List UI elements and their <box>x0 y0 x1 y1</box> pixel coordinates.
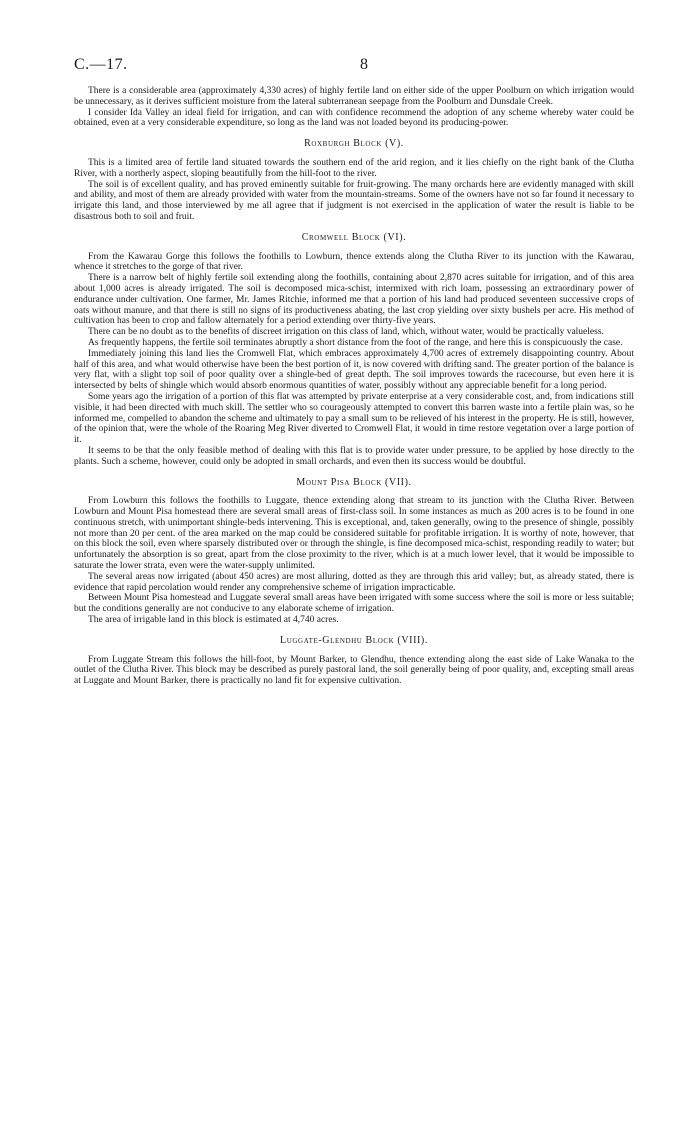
paragraph: As frequently happens, the fertile soil terminates abruptly a short distance from the foot of the range, and here this is conspicuously the case. <box>88 337 623 348</box>
paragraph: Between Mount Pisa homestead and Luggate several small areas have been irrigated with some success where the soil is more or less suitable; but the conditions generally are not conducive to any elaborate scheme of irrigation. <box>74 593 634 615</box>
paragraph: From the Kawarau Gorge this follows the foothills to Lowburn, thence extends along the Clutha River to its junction with the Kawarau, whence it stretches to the gorge of that river. <box>74 251 634 273</box>
paragraph: I consider Ida Valley an ideal field for irrigation, and can with confidence recommend the adoption of any scheme whereby water could be obtained, even at a very considerable expenditure, so long as the land was not loaded beyond its producing-power. <box>74 107 634 129</box>
section-heading-roxburgh: Roxburgh Block (V). <box>304 138 404 150</box>
page-header <box>74 56 626 76</box>
section-heading-luggate-glendhu: Luggate-Glendhu Block (VIII). <box>280 634 428 646</box>
paragraph: There can be no doubt as to the benefits of discreet irrigation on this class of land, which, without water, would be practically valueless. <box>88 327 604 338</box>
paragraph: Immediately joining this land lies the Cromwell Flat, which embraces approximately 4,700 acres of extremely disappointing country. About half of this area, and what would otherwise have been the best portion of it, is now covered with drifting sand. The greater portion of the balance is very flat, with a slight top soil of poor quality over a shingle-bed of great depth. The soil improves towards the racecourse, but even here it is intersected by belts of shingle which would absorb enormous quantities of water, possibly without any appreciable benefit for a long period. <box>74 348 634 392</box>
paragraph: From Luggate Stream this follows the hill-foot, by Mount Barker, to Glendhu, thence extending along the east side of Lake Wanaka to the outlet of the Clutha River. This block may be described as purely pastoral land, the soil generally being of poor quality, and, excepting small areas at Luggate and Mount Barker, there is practically no land fit for expensive cultivation. <box>74 654 634 687</box>
paragraph: The area of irrigable land in this block is estimated at 4,740 acres. <box>88 615 339 626</box>
paragraph: Some years ago the irrigation of a portion of this flat was attempted by private enterprise at a very considerable cost, and, from indications still visible, it had been directed with much skill. The settler who so courageously attempted to convert this barren waste into a fertile plain was, so he informed me, compelled to abandon the scheme and ultimately to pay a small sum to be relieved of his interest in the property. He is still, however, of the opinion that, were the whole of the Roaring Meg River diverted to Cromwell Flat, it would in time restore vegetation over a large portion of it. <box>74 391 634 446</box>
paragraph: There is a narrow belt of highly fertile soil extending along the foothills, containing about 2,870 acres suitable for irrigation, and of this area about 1,000 acres is already irrigated. The soil is decomposed mica-schist, intermixed with rich loam, possessing an extraordinary power of endurance under cultivation. One farmer, Mr. James Ritchie, informed me that a portion of his land had produced seventeen successive crops of oats without manure, and that there is still no signs of its productiveness abating, the last crop yielding over sixty bushels per acre. His method of cultivation has been to crop and fallow alternately for a period extending over thirty-five years. <box>74 273 634 327</box>
paragraph: The several areas now irrigated (about 450 acres) are most alluring, dotted as they are through this arid valley; but, as already stated, there is evidence that rapid percolation would render any comprehensive scheme of irrigation impracticable. <box>74 571 634 593</box>
document-body <box>74 86 634 687</box>
page-number: 8 <box>360 56 368 73</box>
paragraph: There is a considerable area (approximately 4,330 acres) of highly fertile land on either side of the upper Poolburn on which irrigation would be unnecessary, as it derives sufficient moisture from the lateral subterranean seepage from the Poolburn and Dunsdale Creek. <box>74 86 634 107</box>
document-reference: C.—17. <box>74 56 128 73</box>
paragraph: It seems to be that the only feasible method of dealing with this flat is to provide water under pressure, to be applied by hose directly to the plants. Such a scheme, however, could only be adopted in small orchards, and even then its success would be doubtful. <box>74 445 634 467</box>
paragraph: The soil is of excellent quality, and has proved eminently suitable for fruit-growing. The many orchards here are evidently managed with skill and ability, and most of them are already provided with water from the mountain-streams. Some of the owners have not so far found it necessary to irrigate this land, and those interviewed by me all agree that if judgment is not exercised in the application of water the result is liable to be disastrous both to soil and fruit. <box>74 179 634 222</box>
section-heading-cromwell: Cromwell Block (VI). <box>301 231 407 243</box>
paragraph: From Lowburn this follows the foothills to Luggate, thence extending along that stream to its junction with the Clutha River. Between Lowburn and Mount Pisa homestead there are several small areas of first-class soil. In some instances as much as 200 acres is to be found in one continuous stretch, with unimportant shingle-beds intervening. This is exceptional, and, taken generally, owing to the presence of shingle, possibly not more than 20 per cent. of the area marked on the map could be considered suitable for profitable irrigation. It is worthy of note, however, that on this block the soil, even where sparsely distributed over or through the shingle, is fine decomposed mica-schist, responding readily to water; but unfortunately the absorption is so great, apart from the close proximity to the river, which is at a much lower level, that it would be impossible to saturate the lower strata, even were the water-supply unlimited. <box>74 496 634 572</box>
paragraph: This is a limited area of fertile land situated towards the southern end of the arid region, and it lies chiefly on the right bank of the Clutha River, with a northerly aspect, sloping beautifully from the hill-foot to the river. <box>74 157 634 179</box>
section-heading-mount-pisa: Mount Pisa Block (VII). <box>296 476 412 488</box>
